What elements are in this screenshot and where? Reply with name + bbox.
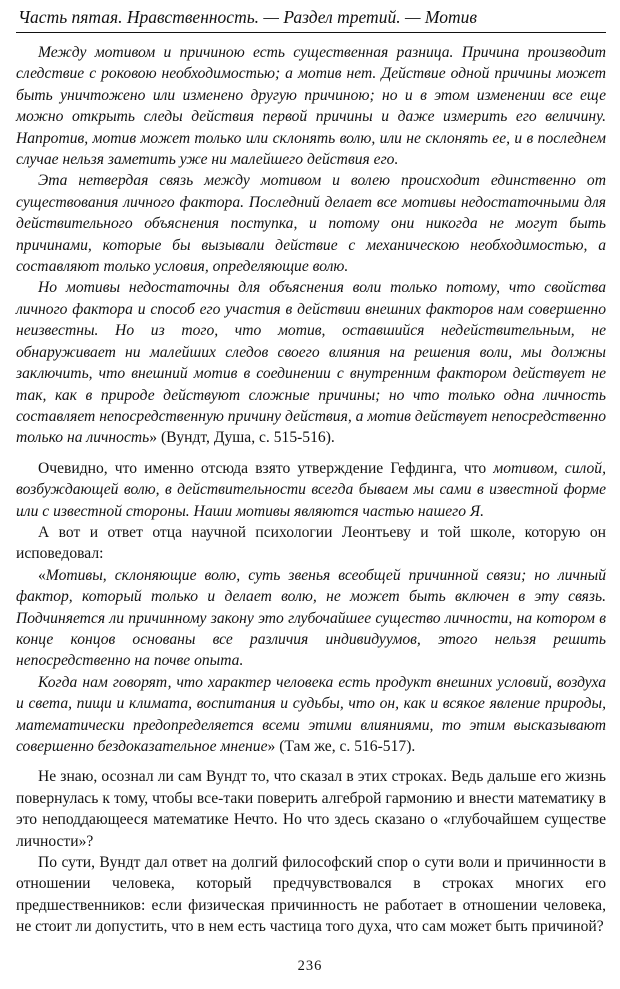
paragraph bbox=[16, 522, 606, 565]
open-quote: « bbox=[38, 566, 46, 584]
header-rule bbox=[16, 32, 606, 33]
paragraph bbox=[16, 170, 606, 277]
quote-text: Между мотивом и причиною есть существенная разница. Причина производит следствие с роковою необходимостью; а мотив нет. Действие одной причины может быть уничтожено или изменено другую причиною; но и в этом изменении все еще можно открыть следы действия первой причины и даже измерить его величину. Напротив, мотив может только или склонять волю, или не склонять ее, и в последнем случае нельзя заметить уже ни малейшего действия его. bbox=[16, 44, 606, 169]
emphasis-text: мотивом, силой, возбуждающей волю, в действительности всегда бываем мы сами в известной форме или с известной стороны. Наши мотивы являются частью нашего Я. bbox=[16, 459, 606, 520]
citation: » (Там же, с. 516-517). bbox=[267, 738, 416, 755]
paragraph-text: По сути, Вундт дал ответ на долгий философский спор о сути воли и причинности в отношении человека, который предчувствовался в строках многих его предшественников: если физическая причинность не работает в отношении человека, не стоит ли допустить, что в нем есть частица того духа, что сам может быть причиной? bbox=[16, 854, 606, 936]
paragraph bbox=[16, 458, 606, 522]
quote-text: Когда нам говорят, что характер человека есть продукт внешних условий, воздуха и света, пищи и климата, воспитания и судьбы, что он, как и всякое явление природы, математически предопределяется всеми этими влияниями, то этим высказывают совершенно бездоказательное мнение bbox=[16, 673, 606, 755]
page-number: 236 bbox=[297, 958, 323, 974]
quote-text: Мотивы, склоняющие волю, суть звенья всеобщей причинной связи; но личный фактор, который только и делает волю, не может быть включен в эту связь. Подчиняется ли причинному закону это глубочайшее существо личности, на котором в конце концов основаны все различия индивидуумов, этого нельзя решить непосредственно на почве опыта. bbox=[16, 566, 606, 670]
paragraph bbox=[16, 565, 606, 672]
paragraph-text: А вот и ответ отца научной психологии Леонтьеву и той школе, которую он исповедовал: bbox=[16, 523, 606, 563]
paragraph bbox=[16, 42, 606, 170]
paragraph bbox=[16, 852, 606, 938]
paragraph bbox=[16, 277, 606, 448]
paragraph bbox=[16, 766, 606, 852]
citation: » (Вундт, Душа, с. 515-516). bbox=[149, 429, 335, 447]
quote-text: Но мотивы недостаточны для объяснения воли только потому, что свойства личного фактора и способ его участия в действии внешних факторов нам совершенно неизвестны. Но из того, что мотив, оставшийся недействительным, не обнаруживает ни малейших следов своего влияния на решения воли, мы должны заключить, что внешний мотив в соединении с внутренним фактором действует не так, как в природе действуют сложные причины; но что только одна личность составляет непосредственную причину действия, а мотив действует непосредственно только на личность bbox=[16, 279, 606, 447]
paragraph-text: Не знаю, осознал ли сам Вундт то, что сказал в этих строках. Ведь дальше его жизнь повернулась к тому, чтобы все-таки поверить алгеброй гармонию и внести математику в это неподдающееся математике Нечто. Но что здесь сказано о «глубочайшем существе личности»? bbox=[16, 768, 606, 850]
quote-text: Эта нетвердая связь между мотивом и волею происходит единственно от существования личного фактора. Последний делает все мотивы недостаточными для действительного объяснения поступка, и потому они никогда не могут быть причинами, которые бы вызывали действие с механическою необходимостью, а составляют только условия, определяющие волю. bbox=[16, 172, 606, 276]
body-text bbox=[16, 42, 606, 938]
running-head: Часть пятая. Нравственность. — Раздел третий. — Мотив bbox=[18, 7, 477, 27]
paragraph bbox=[16, 672, 606, 758]
paragraph-text: Очевидно, что именно отсюда взято утверждение Гефдинга, что bbox=[38, 459, 494, 477]
